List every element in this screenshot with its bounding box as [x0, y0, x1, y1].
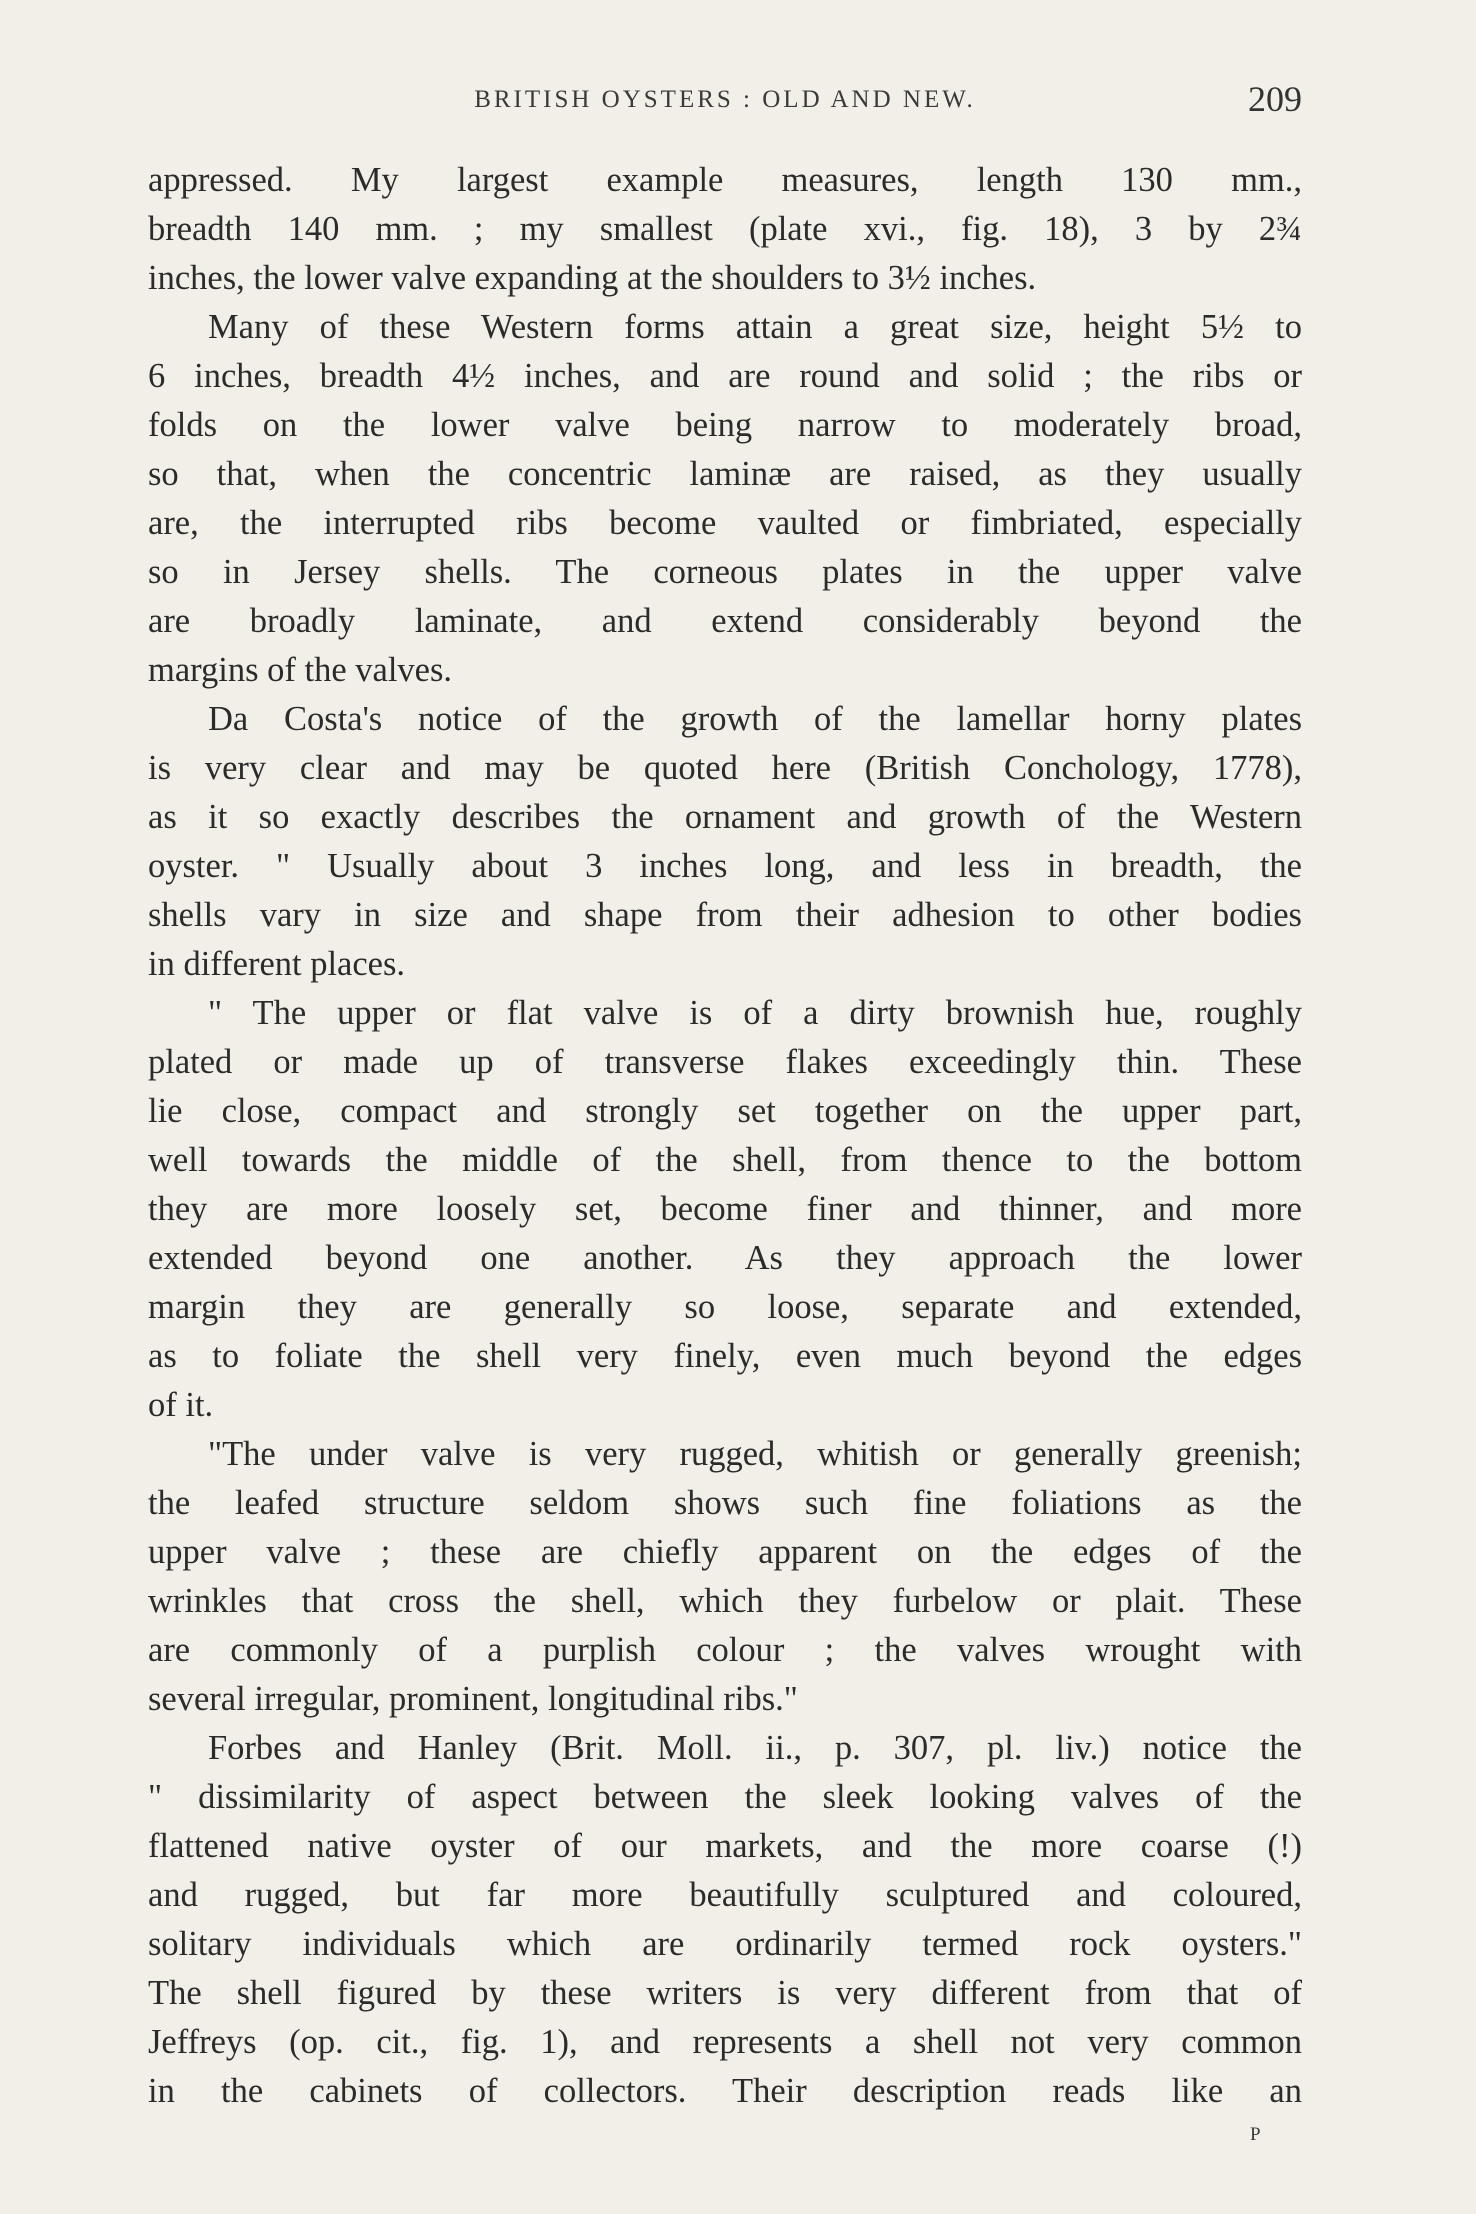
- text-line: Forbes and Hanley (Brit. Moll. ii., p. 307, pl. liv.) notice the: [208, 1729, 1302, 1767]
- text-line: and rugged, but far more beautifully sculptured and coloured,: [148, 1876, 1302, 1914]
- text-line: wrinkles that cross the shell, which they furbelow or plait. These: [148, 1582, 1302, 1620]
- text-line: inches, the lower valve expanding at the shoulders to 3½ inches.: [148, 259, 1037, 297]
- text-line: extended beyond one another. As they approach the lower: [148, 1239, 1302, 1277]
- text-line: breadth 140 mm. ; my smallest (plate xvi., fig. 18), 3 by 2¾: [148, 210, 1302, 248]
- text-line: so that, when the concentric laminæ are raised, as they usually: [148, 455, 1302, 493]
- text-line: are, the interrupted ribs become vaulted or fimbriated, especially: [148, 504, 1302, 542]
- text-line: upper valve ; these are chiefly apparent on the edges of the: [148, 1533, 1302, 1571]
- text-line: Many of these Western forms attain a great size, height 5½ to: [208, 308, 1302, 346]
- text-line: they are more loosely set, become finer and thinner, and more: [148, 1190, 1302, 1228]
- text-line: plated or made up of transverse flakes exceedingly thin. These: [148, 1043, 1302, 1081]
- text-line: margins of the valves.: [148, 651, 453, 689]
- text-line: "The under valve is very rugged, whitish or generally greenish;: [208, 1435, 1302, 1473]
- text-line: are commonly of a purplish colour ; the valves wrought with: [148, 1631, 1302, 1669]
- text-line: Da Costa's notice of the growth of the lamellar horny plates: [208, 700, 1302, 738]
- text-line: are broadly laminate, and extend considerably beyond the: [148, 602, 1302, 640]
- text-line: 6 inches, breadth 4½ inches, and are round and solid ; the ribs or: [148, 357, 1302, 395]
- text-line: so in Jersey shells. The corneous plates in the upper valve: [148, 553, 1302, 591]
- text-line: of it.: [148, 1386, 214, 1424]
- text-line: " The upper or flat valve is of a dirty brownish hue, roughly: [208, 994, 1302, 1032]
- text-line: the leafed structure seldom shows such fine foliations as the: [148, 1484, 1302, 1522]
- text-line: several irregular, prominent, longitudinal ribs.": [148, 1680, 798, 1718]
- text-line: in different places.: [148, 945, 406, 983]
- text-line: well towards the middle of the shell, from thence to the bottom: [148, 1141, 1302, 1179]
- text-line: as to foliate the shell very finely, even much beyond the edges: [148, 1337, 1302, 1375]
- running-header: [150, 78, 1300, 128]
- text-line: oyster. " Usually about 3 inches long, and less in breadth, the: [148, 847, 1302, 885]
- text-line: folds on the lower valve being narrow to moderately broad,: [148, 406, 1302, 444]
- signature-mark: P: [1250, 2124, 1262, 2145]
- body-text: [148, 156, 1302, 2116]
- text-line: Jeffreys (op. cit., fig. 1), and represents a shell not very common: [148, 2023, 1302, 2061]
- text-line: " dissimilarity of aspect between the sleek looking valves of the: [148, 1778, 1302, 1816]
- text-line: margin they are generally so loose, separate and extended,: [148, 1288, 1302, 1326]
- text-line: The shell figured by these writers is very different from that of: [148, 1974, 1302, 2012]
- running-title: BRITISH OYSTERS : OLD AND NEW.: [474, 86, 976, 113]
- text-line: flattened native oyster of our markets, and the more coarse (!): [148, 1827, 1302, 1865]
- text-line: lie close, compact and strongly set together on the upper part,: [148, 1092, 1302, 1130]
- text-line: is very clear and may be quoted here (British Conchology, 1778),: [148, 749, 1302, 787]
- text-line: in the cabinets of collectors. Their description reads like an: [148, 2072, 1302, 2110]
- text-line: shells vary in size and shape from their adhesion to other bodies: [148, 896, 1302, 934]
- text-line: solitary individuals which are ordinarily termed rock oysters.": [148, 1925, 1302, 1963]
- text-line: appressed. My largest example measures, length 130 mm.,: [148, 161, 1302, 199]
- text-line: as it so exactly describes the ornament and growth of the Western: [148, 798, 1302, 836]
- page-number: 209: [1248, 79, 1302, 119]
